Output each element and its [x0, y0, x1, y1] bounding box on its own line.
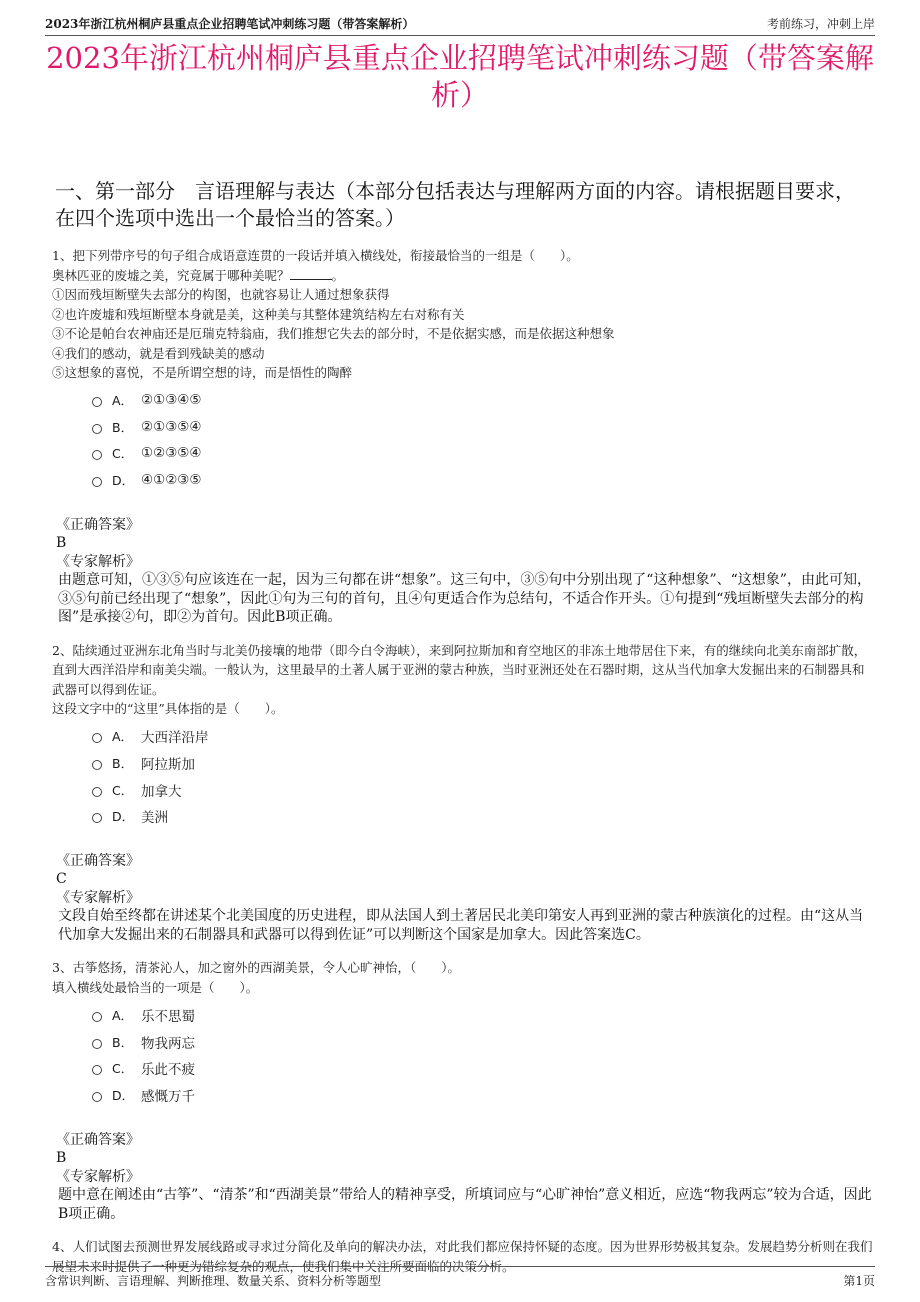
option-text: 物我两忘 — [141, 1035, 195, 1052]
option-letter: D． — [112, 1088, 135, 1104]
passage-end: 。 — [331, 267, 345, 283]
radio-icon[interactable] — [92, 397, 102, 407]
analysis-text: 题中意在阐述由“古筝”、“清茶”和“西湖美景”带给人的精神享受，所填词应与“心旷神怡”意义相近，应选“物我两忘”较为合适，因此B项正确。 — [58, 1187, 872, 1222]
option-text: 大西洋沿岸 — [141, 730, 209, 747]
answer-block — [52, 516, 876, 627]
option-d[interactable] — [92, 803, 876, 830]
option-d[interactable] — [92, 1082, 876, 1109]
analysis-text: 文段自始至终都在讲述某个北美国度的历史进程，即从法国人到土著居民北美印第安人再到亚洲的蒙古种族演化的过程。由“这从当代加拿大发掘出来的石制器具和武器可以得到佐证”可以判断这个国家是加拿大。因此答案选C。 — [58, 908, 864, 943]
option-text: ②①③④⑤ — [141, 391, 202, 408]
option-a[interactable] — [92, 723, 876, 750]
option-text: 阿拉斯加 — [141, 756, 195, 773]
answer-value: B — [56, 1150, 67, 1167]
option-text: 美洲 — [141, 810, 168, 827]
option-letter: B． — [112, 1034, 134, 1050]
option-letter: A． — [112, 1007, 134, 1023]
page-footer — [45, 1266, 875, 1289]
sentence-2: ②也许废墟和残垣断壁本身就是美，这种美与其整体建筑结构左右对称有关 — [52, 306, 465, 322]
analysis-label: 《专家解析》 — [56, 1168, 140, 1185]
option-letter: A． — [112, 729, 134, 745]
question-3 — [52, 958, 876, 1223]
radio-icon[interactable] — [92, 787, 102, 797]
passage-text: 奥林匹亚的废墟之美，究竟属于哪种美呢？ — [52, 267, 290, 283]
radio-icon[interactable] — [92, 733, 102, 743]
option-text: 加拿大 — [141, 783, 182, 800]
question-stem: 2、陆续通过亚洲东北角当时与北美仍接壤的地带（即今白令海峡），来到阿拉斯加和育空地区的非冻土地带居住下来，有的继续向北美东南部扩散，直到大西洋沿岸和南美尖端。一般认为，这里最早的土著人属于亚洲的蒙古种族，当时亚洲还处在石器时期，这从当代加拿大发掘出来的石制器具和武器可以得到佐证。 — [52, 642, 867, 697]
option-letter: B． — [112, 419, 134, 435]
radio-icon[interactable] — [92, 424, 102, 434]
option-text: ①②③⑤④ — [141, 445, 202, 462]
question-ask: 填入横线处最恰当的一项是（ ）。 — [52, 979, 259, 995]
option-text: ④①②③⑤ — [141, 472, 202, 489]
question-2 — [52, 641, 876, 945]
option-c[interactable] — [92, 776, 876, 803]
sentence-5: ⑤这想象的喜悦，不是所谓空想的诗，而是悟性的陶醉 — [52, 365, 353, 380]
question-stem: 1、把下列带序号的句子组合成语意连贯的一段话并填入横线处，衔接最恰当的一组是（ ）。 — [52, 248, 579, 263]
option-b[interactable] — [92, 749, 876, 776]
radio-icon[interactable] — [92, 1039, 102, 1049]
answer-value: B — [56, 535, 67, 552]
radio-icon[interactable] — [92, 1012, 102, 1022]
section-heading: 一、第一部分 言语理解与表达（本部分包括表达与理解两方面的内容。请根据题目要求，在四个选项中选出一个最恰当的答案。） — [55, 179, 855, 230]
question-list — [52, 246, 876, 1276]
option-list — [92, 1001, 876, 1108]
analysis-text: 由题意可知，①③⑤句应该连在一起，因为三句都在讲“想象”。这三句中，③⑤句中分别出现了“这种想象”、“这想象”，由此可知，③⑤句前已经出现了“想象”，因此①句为三句的首句，且④句更适合作为总结句，不适合作开头。①句提到“残垣断壁失去部分的构图”是承接②句，即②为首句。因此B项正确。 — [58, 572, 871, 626]
document-title: 2023年浙江杭州桐庐县重点企业招聘笔试冲刺练习题（带答案解析） — [46, 41, 874, 112]
option-text: 乐此不疲 — [141, 1062, 195, 1079]
answer-label: 《正确答案》 — [56, 516, 140, 533]
header-doc-title: 2023年浙江杭州桐庐县重点企业招聘笔试冲刺练习题（带答案解析） — [45, 17, 415, 31]
header-slogan: 考前练习，冲刺上岸 — [766, 17, 875, 31]
option-c[interactable] — [92, 440, 876, 467]
option-text: 乐不思蜀 — [141, 1008, 195, 1025]
radio-icon[interactable] — [92, 813, 102, 823]
answer-block — [52, 1131, 876, 1224]
sentence-1: ①因而残垣断壁失去部分的构图，也就容易让人通过想象获得 — [52, 287, 390, 302]
radio-icon[interactable] — [92, 1065, 102, 1075]
option-letter: C． — [112, 782, 134, 798]
question-stem: 4、人们试图去预测世界发展线路或寻求过分简化及单向的解决办法，对此我们都应保持怀疑的态度。因为世界形势极其复杂。发展趋势分析则在我们展望未来时提供了一种更为错综复杂的观点，使我们集中关注所要面临的决策分析。 — [52, 1239, 873, 1274]
option-c[interactable] — [92, 1055, 876, 1082]
option-list — [92, 387, 876, 494]
option-b[interactable] — [92, 1028, 876, 1055]
analysis-label: 《专家解析》 — [56, 553, 140, 570]
answer-label: 《正确答案》 — [56, 1131, 140, 1148]
option-b[interactable] — [92, 413, 876, 440]
footer-topics: 含常识判断、言语理解、判断推理、数量关系、资料分析等题型 — [45, 1274, 382, 1288]
radio-icon[interactable] — [92, 450, 102, 460]
answer-block — [52, 852, 876, 945]
option-a[interactable] — [92, 1001, 876, 1028]
radio-icon[interactable] — [92, 760, 102, 770]
option-letter: D． — [112, 809, 135, 825]
answer-value: C — [56, 871, 67, 888]
fill-blank — [290, 267, 332, 280]
radio-icon[interactable] — [92, 477, 102, 487]
option-letter: C． — [112, 446, 134, 462]
sentence-3: ③不论是帕台农神庙还是厄瑞克特翁庙，我们推想它失去的部分时，不是依据实感，而是依据这种想象 — [52, 326, 615, 341]
question-passage — [52, 266, 876, 286]
option-d[interactable] — [92, 467, 876, 494]
option-a[interactable] — [92, 387, 876, 414]
option-letter: B． — [112, 755, 134, 771]
sentence-4: ④我们的感动，就是看到残缺美的感动 — [52, 345, 265, 361]
question-1 — [52, 246, 876, 627]
question-ask: 这段文字中的“这里”具体指的是（ ）。 — [52, 701, 284, 717]
analysis-label: 《专家解析》 — [56, 889, 140, 906]
option-text: 感慨万千 — [141, 1089, 195, 1106]
page-header — [45, 12, 875, 36]
option-list — [92, 723, 876, 830]
option-letter: C． — [112, 1061, 134, 1077]
page-number: 第1页 — [843, 1274, 875, 1288]
radio-icon[interactable] — [92, 1092, 102, 1102]
answer-label: 《正确答案》 — [56, 852, 140, 869]
option-letter: A． — [112, 392, 134, 408]
option-letter: D． — [112, 473, 135, 489]
option-text: ②①③⑤④ — [141, 418, 202, 435]
question-stem: 3、古筝悠扬，清茶沁人，加之窗外的西湖美景，令人心旷神怡，（ ）。 — [52, 960, 460, 976]
